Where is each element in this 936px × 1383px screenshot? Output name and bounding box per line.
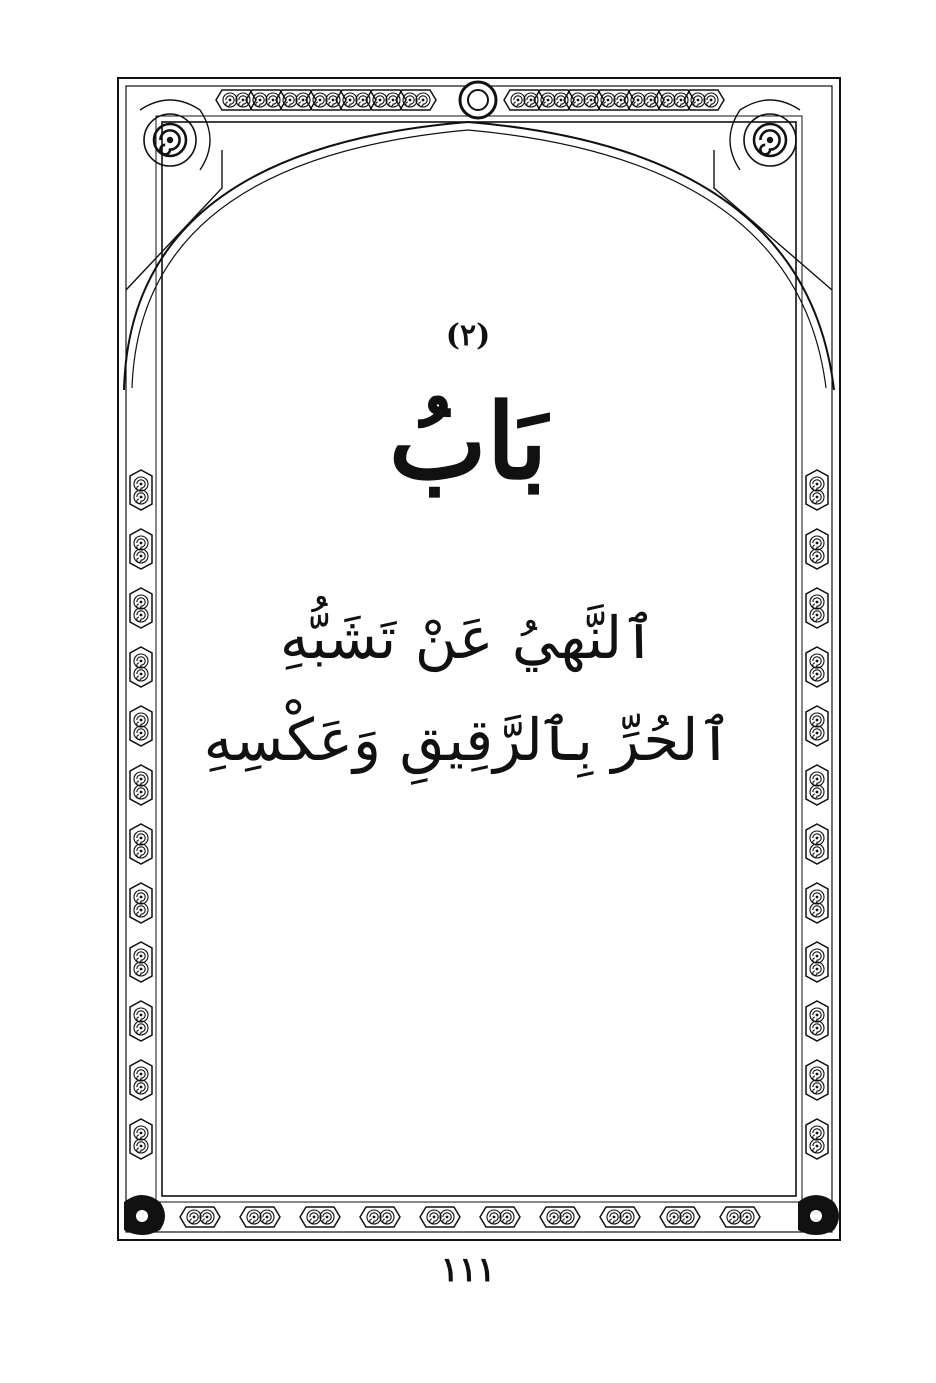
- border-medallion: [130, 1119, 152, 1159]
- border-medallion: [806, 1119, 828, 1159]
- border-medallion: [720, 1207, 760, 1227]
- border-medallion: [806, 1060, 828, 1100]
- border-medallion: [130, 942, 152, 982]
- border-medallion: [180, 1207, 220, 1227]
- border-medallion: [240, 1207, 280, 1227]
- border-medallion: [540, 1207, 580, 1227]
- border-medallion: [130, 1060, 152, 1100]
- chapter-title-line-2: ٱلحُرِّ بِٱلرَّقِيقِ وَعَكْسِهِ: [203, 706, 733, 774]
- chapter-title-line-1: ٱلنَّهيُ عَنْ تَشَبُّهِ: [279, 604, 657, 672]
- border-medallion: [130, 529, 152, 569]
- border-medallion: [600, 1207, 640, 1227]
- border-medallion: [806, 1001, 828, 1041]
- border-medallion: [360, 1207, 400, 1227]
- border-medallion: [130, 824, 152, 864]
- border-medallion: [480, 1207, 520, 1227]
- border-medallion: [130, 883, 152, 923]
- border-medallion: [660, 1207, 700, 1227]
- border-medallion: [806, 824, 828, 864]
- border-medallion: [300, 1207, 340, 1227]
- border-medallion: [806, 942, 828, 982]
- border-medallion: [806, 529, 828, 569]
- border-medallion: [806, 883, 828, 923]
- chapter-heading: بَابُ: [388, 380, 548, 503]
- chapter-number: (٢): [445, 318, 491, 353]
- border-medallion: [130, 1001, 152, 1041]
- border-medallion: [420, 1207, 460, 1227]
- page-number: ١١١: [440, 1250, 496, 1290]
